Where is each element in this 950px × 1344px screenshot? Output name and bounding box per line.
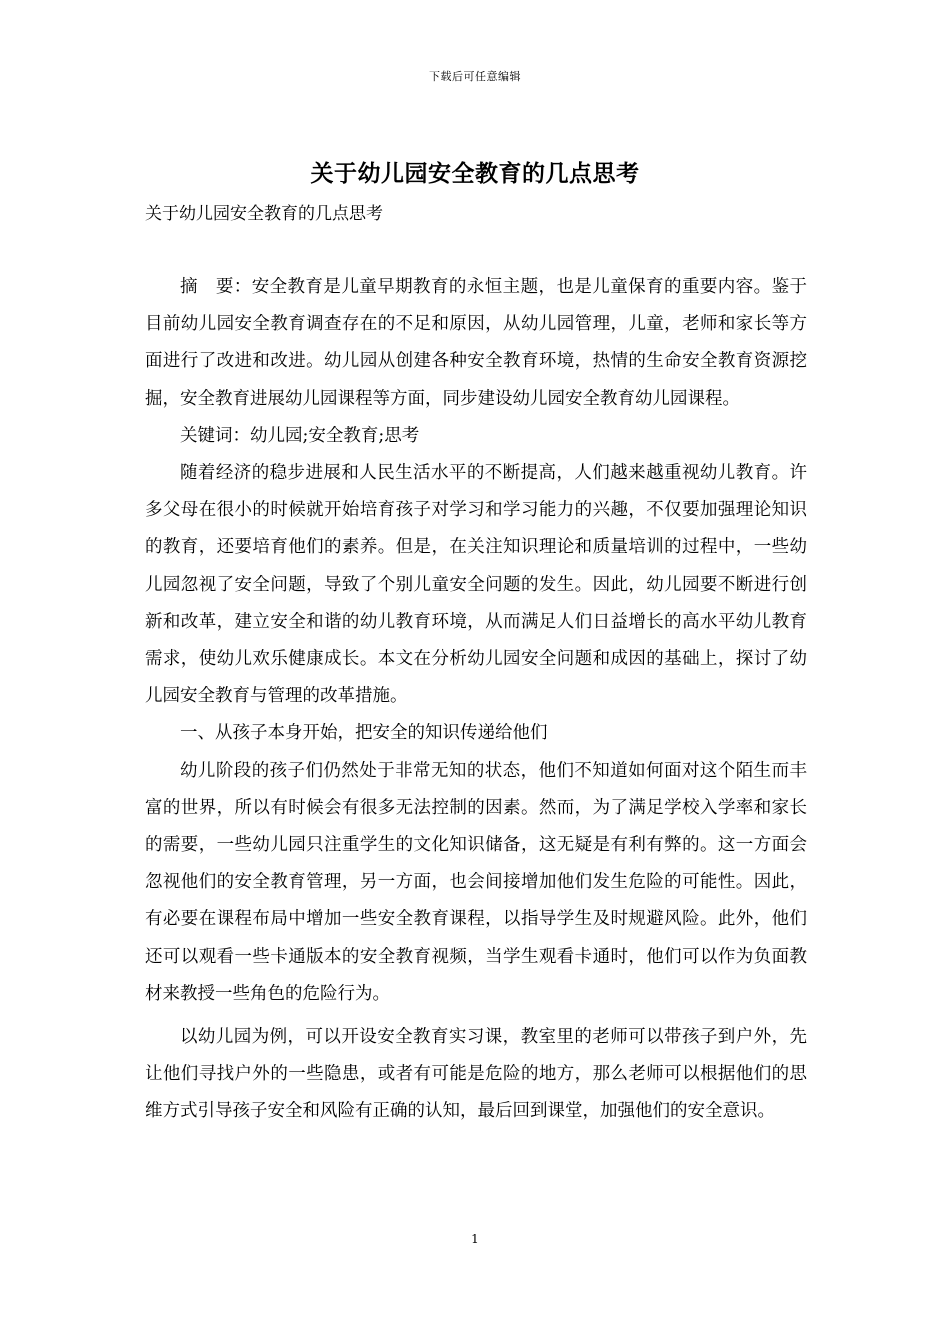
body-paragraph: 幼儿阶段的孩子们仍然处于非常无知的状态，他们不知道如何面对这个陌生而丰富的世界，所以有时候会有很多无法控制的因素。然而，为了满足学校入学率和家长的需要，一些幼儿园只注重学生的文化知识储备，这无疑是有利有弊的。这一方面会忽视他们的安全教育管理，另一方面，也会间接增加他们发生危险的可能性。因此，有必要在课程布局中增加一些安全教育课程，以指导学生及时规避风险。此外，他们还可以观看一些卡通版本的安全教育视频，当学生观看卡通时，他们可以作为负面教材来教授一些角色的危险行为。 — [145, 760, 807, 1004]
page-number: 1 — [471, 1232, 479, 1246]
document-body — [145, 269, 807, 1131]
header-note: 下载后可任意编辑 — [429, 70, 521, 83]
abstract-paragraph: 摘 要：安全教育是儿童早期教育的永恒主题，也是儿童保育的重要内容。鉴于目前幼儿园安全教育调查存在的不足和原因，从幼儿园管理，儿童，老师和家长等方面进行了改进和改进。幼儿园从创建各种安全教育环境，热情的生命安全教育资源挖掘，安全教育进展幼儿园课程等方面，同步建设幼儿园安全教育幼儿园课程。 — [145, 277, 807, 409]
document-subtitle: 关于幼儿园安全教育的几点思考 — [145, 204, 383, 224]
body-paragraph: 以幼儿园为例，可以开设安全教育实习课，教室里的老师可以带孩子到户外，先让他们寻找户外的一些隐患，或者有可能是危险的地方，那么老师可以根据他们的思维方式引导孩子安全和风险有正确的认知，最后回到课堂，加强他们的安全意识。 — [145, 1027, 807, 1122]
section-heading: 一、从孩子本身开始，把安全的知识传递给他们 — [180, 723, 548, 744]
document-title: 关于幼儿园安全教育的几点思考 — [310, 160, 640, 187]
keywords-paragraph: 关键词：幼儿园;安全教育;思考 — [180, 425, 420, 446]
intro-paragraph: 随着经济的稳步进展和人民生活水平的不断提高，人们越来越重视幼儿教育。许多父母在很小的时候就开始培育孩子对学习和学习能力的兴趣，不仅要加强理论知识的教育，还要培育他们的素养。但是，在关注知识理论和质量培训的过程中，一些幼儿园忽视了安全问题，导致了个别儿童安全问题的发生。因此，幼儿园要不断进行创新和改革，建立安全和谐的幼儿教育环境，从而满足人们日益增长的高水平幼儿教育需求，使幼儿欢乐健康成长。本文在分析幼儿园安全问题和成因的基础上，探讨了幼儿园安全教育与管理的改革措施。 — [145, 463, 807, 707]
